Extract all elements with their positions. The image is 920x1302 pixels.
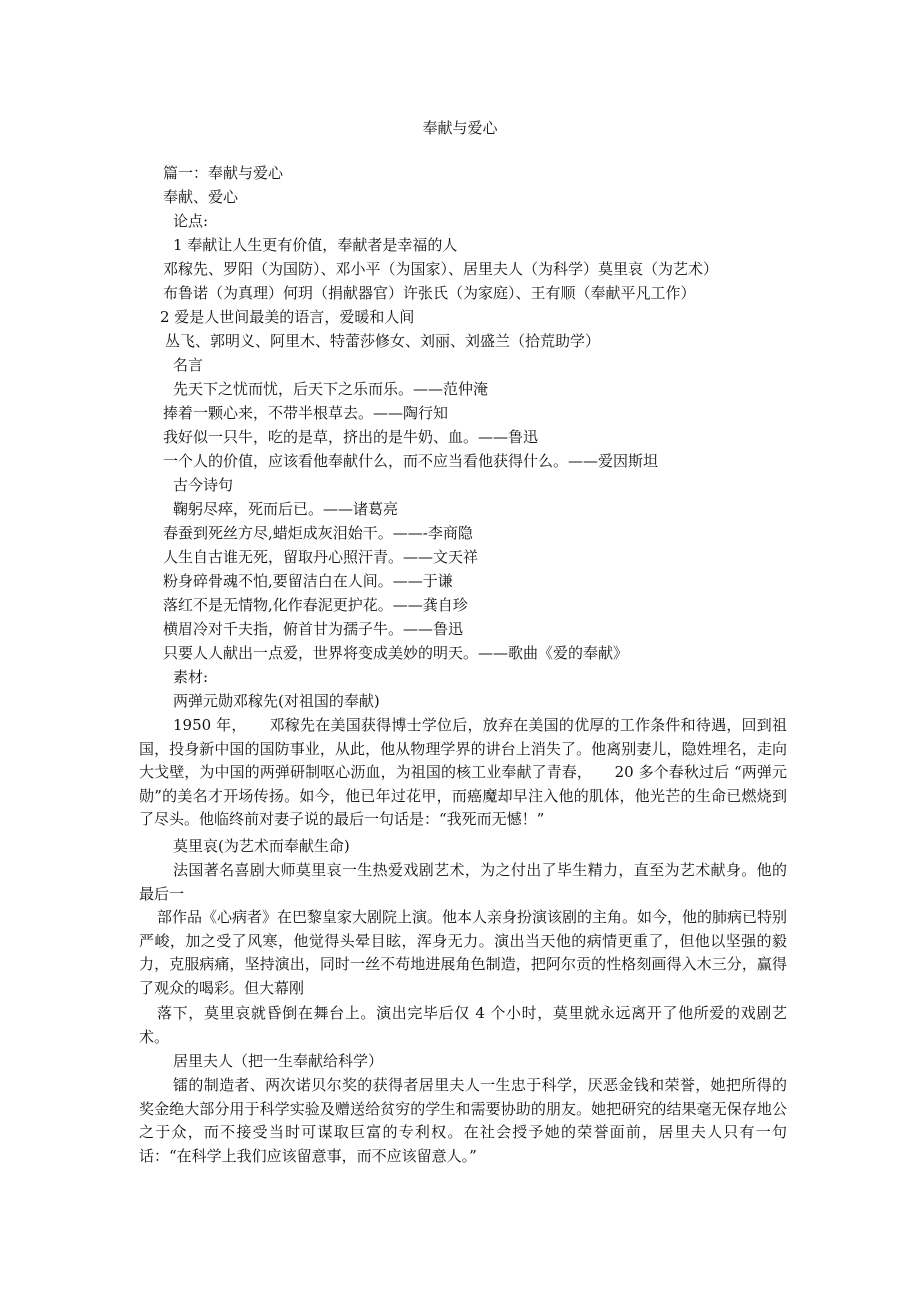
document-title: 奉献与爱心	[422, 119, 498, 137]
text-line: 名言	[173, 356, 204, 374]
section-heading: 居里夫人（把一生奉献给科学）	[173, 1052, 384, 1070]
text-line: 古今诗句	[173, 476, 234, 494]
text-line: 人生自古谁无死，留取丹心照汗青。——文天祥	[163, 548, 479, 566]
text-line: 鞠躬尽瘁，死而后已。——诸葛亮	[173, 500, 399, 518]
text-line: 布鲁诺（为真理）何玥（捐献器官）许张氏（为家庭）、王有顺（奉献平凡工作）	[163, 284, 696, 302]
text-line: 2 爱是人世间最美的语言，爱暖和人间	[160, 308, 415, 326]
text-line: 丛飞、郭明义、阿里木、特蕾莎修女、刘丽、刘盛兰（拾荒助学）	[165, 332, 601, 350]
section-heading: 莫里哀(为艺术而奉献生命)	[173, 837, 350, 855]
text-line: 1 奉献让人生更有价值，奉献者是幸福的人	[173, 236, 458, 254]
text-line: 捧着一颗心来，不带半根草去。——陶行知	[163, 404, 449, 422]
text-line: 论点:	[173, 212, 209, 230]
text-line: 一个人的价值，应该看他奉献什么，而不应当看他获得什么。——爱因斯坦	[163, 452, 659, 470]
text-line: 只要人人献出一点爱，世界将变成美妙的明天。——歌曲《爱的奉献》	[163, 644, 629, 662]
text-line: 春蚕到死丝方尽,蜡炬成灰泪始干。——-李商隐	[163, 524, 473, 542]
section-heading: 两弹元勋邓稼先(对祖国的奉献)	[173, 692, 380, 710]
text-line: 邓稼先、罗阳（为国防）、邓小平（为国家）、居里夫人（为科学）莫里哀（为艺术）	[163, 260, 719, 278]
text-line: 我好似一只牛，吃的是草，挤出的是牛奶、血。——鲁迅	[163, 428, 539, 446]
paragraph-moliere-part1: 法国著名喜剧大师莫里哀一生热爱戏剧艺术，为之付出了毕生精力，直至为艺术献身。他的最后一	[139, 861, 787, 903]
paragraph-moliere-part2: 部作品《心病者》在巴黎皇家大剧院上演。他本人亲身扮演该剧的主角。如今，他的肺病已特别严峻，加之受了风寒，他觉得头晕目眩，浑身无力。演出当天他的病情更重了，但他以坚强的毅力，克服病痛，坚持演出，同时一丝不苟地进展角色制造，把阿尔贡的性格刻画得入木三分，赢得了观众的喝彩。但大幕刚	[139, 908, 788, 997]
text-line: 先天下之忧而忧，后天下之乐而乐。——范仲淹	[173, 380, 489, 398]
text-line: 横眉冷对千夫指，俯首甘为孺子牛。——鲁迅	[163, 620, 464, 638]
text-line: 奉献、爱心	[163, 188, 239, 206]
paragraph-curie: 镭的制造者、两次诺贝尔奖的获得者居里夫人一生忠于科学，厌恶金钱和荣誉，她把所得的奖金绝大部分用于科学实验及赠送给贫穷的学生和需要协助的朋友。她把研究的结果毫无保存地公之于众，而不接受当时可谋取巨富的专利权。在社会授予她的荣誉面前，居里夫人只有一句话：“在科学上我们应该留意事，而不应该留意人。”	[139, 1076, 787, 1165]
text-line: 篇一：奉献与爱心	[163, 164, 284, 182]
paragraph-moliere-part3: 落下，莫里哀就昏倒在舞台上。演出完毕后仅 4 个小时，莫里就永远离开了他所爱的戏剧艺术。	[139, 1004, 787, 1046]
text-line: 落红不是无情物,化作春泥更护花。——龚自珍	[163, 596, 468, 614]
text-line: 粉身碎骨魂不怕,要留洁白在人间。——于谦	[163, 572, 453, 590]
text-line: 素材:	[173, 668, 209, 686]
paragraph-deng-jiaxian: 1950 年， 邓稼先在美国获得博士学位后，放弃在美国的优厚的工作条件和待遇，回到祖国，投身新中国的国防事业，从此，他从物理学界的讲台上消失了。他离别妻儿，隐姓埋名，走向大戈壁，为中国的两弹研制呕心沥血，为祖国的核工业奉献了青春， 20 多个春秋过后 “两弹元勋”的美名才开场传扬。如今，他已年过花甲，而癌魔却早注入他的肌体，他光芒的生命已燃烧到了尽头。他临终前对妻子说的最后一句话是：“我死而无憾！”	[139, 716, 787, 829]
